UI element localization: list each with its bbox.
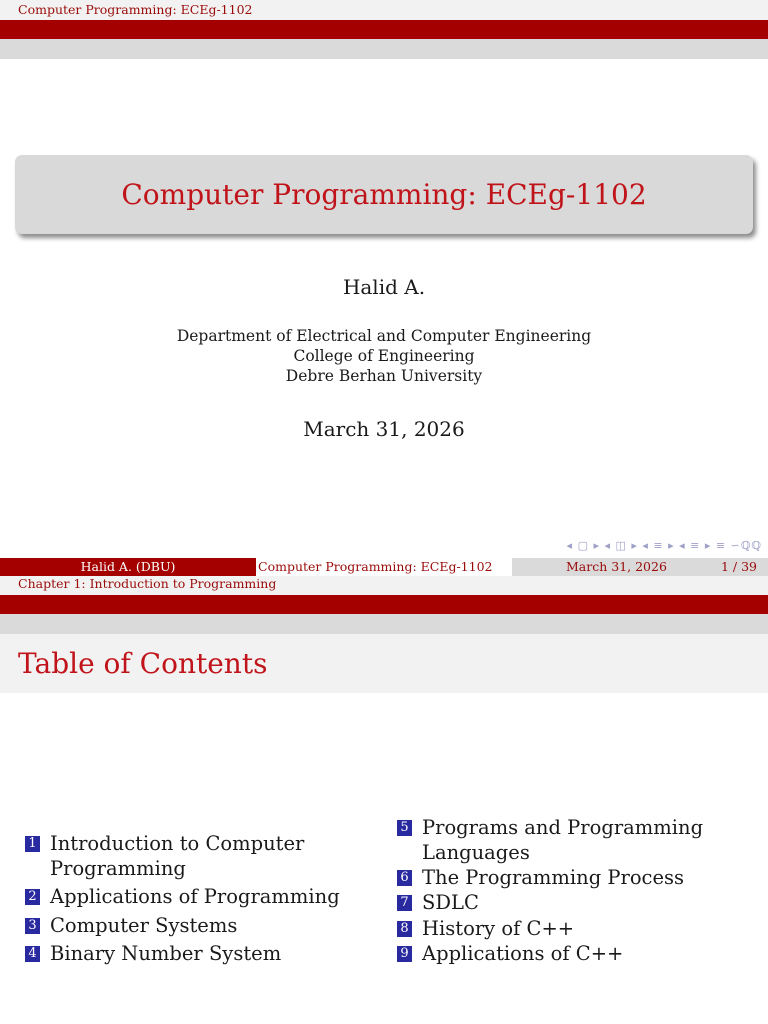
author-name: Halid A. (342, 275, 426, 299)
footer-author: Halid A. (DBU) (0, 558, 256, 576)
toc-item-label: Binary Number System (50, 942, 282, 965)
footer-date: March 31, 2026 (566, 559, 667, 574)
toc-number-box: 6 (397, 870, 412, 886)
institute-college: College of Engineering (293, 347, 475, 365)
presentation-title: Computer Programming: ECEg-1102 (15, 155, 753, 234)
toc-item-label: History of C++ (422, 917, 575, 940)
footer-date-page (512, 558, 768, 576)
footer-page-number: 1 / 39 (720, 559, 757, 574)
presentation-date: March 31, 2026 (303, 417, 465, 441)
toc-number-box: 5 (397, 820, 412, 836)
toc-item-label-line: Introduction to Computer (50, 832, 305, 855)
toc-number-box: 4 (25, 946, 40, 962)
beamer-navigation-icons[interactable]: ◂ ▢ ▸ ◂ ◫ ▸ ◂ ≡ ▸ ◂ ≡ ▸ ≡ ∽ℚℚ (566, 539, 762, 552)
toc-item-label-line: Programming (50, 857, 186, 880)
toc-number-box: 8 (397, 921, 412, 937)
institute-block (0, 326, 768, 386)
toc-number-box: 9 (397, 946, 412, 962)
institute-department: Department of Electrical and Computer Engineering (176, 327, 592, 345)
header-red-bar (0, 20, 768, 39)
toc-number-box: 1 (25, 836, 40, 852)
toc-item-label-line: Languages (422, 841, 530, 864)
toc-item-label: Applications of C++ (422, 942, 624, 965)
header-section-title: Chapter 1: Introduction to Programming (0, 576, 768, 595)
header-gray-bar (0, 614, 768, 634)
institute-university: Debre Berhan University (285, 367, 483, 385)
toc-slide (0, 576, 768, 1024)
toc-number-box: 3 (25, 918, 40, 934)
toc-item-label: SDLC (422, 891, 479, 914)
header-short-title: Computer Programming: ECEg-1102 (0, 0, 768, 20)
header-red-bar (0, 595, 768, 614)
toc-item-label (50, 831, 304, 881)
toc-number-box: 2 (25, 889, 40, 905)
toc-item-label (422, 815, 703, 865)
frame-title: Table of Contents (0, 634, 768, 693)
toc-item-label: Applications of Programming (50, 885, 340, 908)
toc-item-label: The Programming Process (422, 866, 685, 889)
toc-item-label-line: Programs and Programming (422, 816, 704, 839)
toc-item-label: Computer Systems (50, 914, 238, 937)
header-gray-bar (0, 39, 768, 59)
toc-number-box: 7 (397, 895, 412, 911)
footer-title: Computer Programming: ECEg-1102 (256, 558, 512, 576)
